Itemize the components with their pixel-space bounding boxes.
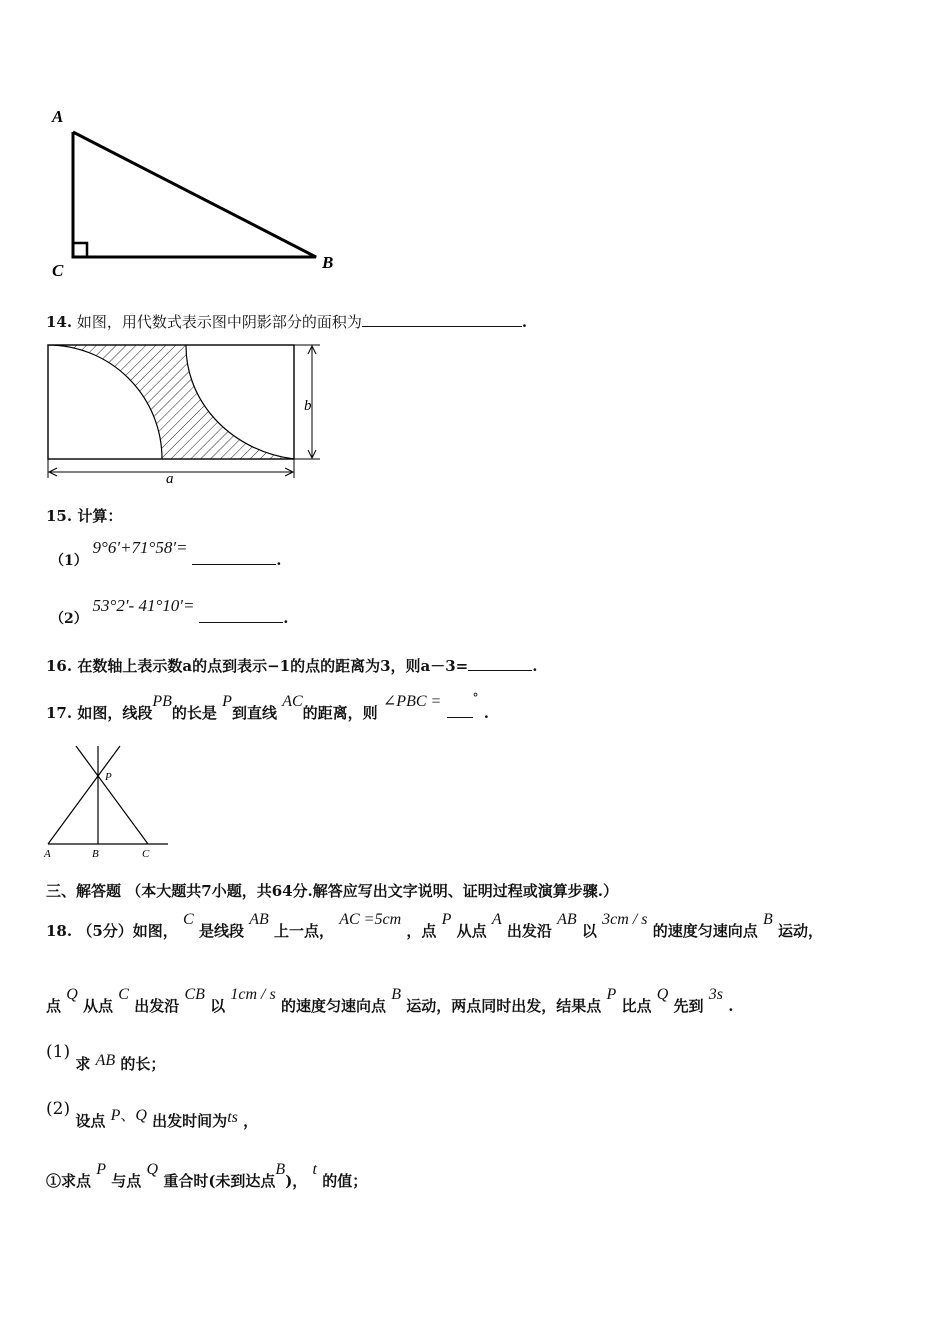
expression: 53°2′- 41°10′= xyxy=(92,596,195,615)
question-18-line-1 xyxy=(46,911,824,941)
question-18-line-2 xyxy=(46,986,734,1016)
math-var: P xyxy=(606,986,617,1003)
text: 到直线 xyxy=(231,704,277,722)
answer-blank[interactable] xyxy=(468,670,532,671)
math-var: C xyxy=(183,911,194,928)
text: 从点 xyxy=(456,922,487,940)
math-var: t xyxy=(312,1161,317,1178)
text: . xyxy=(728,997,734,1015)
question-14 xyxy=(46,311,527,332)
math-var: ts xyxy=(227,1109,238,1126)
text: 以 xyxy=(581,922,597,940)
degree-sign: ° xyxy=(472,691,479,705)
part-label: （2） xyxy=(50,611,88,627)
text: 出发沿 xyxy=(134,997,180,1015)
answer-blank[interactable] xyxy=(362,326,522,327)
text: 、 xyxy=(120,1106,136,1124)
question-15-part-1 xyxy=(50,538,282,569)
text: 求 xyxy=(75,1055,91,1073)
math-var: AB xyxy=(249,911,269,928)
math-var: B xyxy=(391,986,401,1003)
end-mark: . xyxy=(276,551,282,569)
math-var: P xyxy=(96,1161,107,1178)
sub-label: (2) xyxy=(46,1099,71,1119)
sub-label: (1) xyxy=(46,1042,71,1062)
question-number: 14. xyxy=(46,313,73,331)
math-expr: 3s xyxy=(708,986,724,1003)
part-label: （1） xyxy=(50,553,88,569)
math-var: Q xyxy=(656,986,669,1003)
text: ①求点 xyxy=(46,1172,92,1190)
math-var: A xyxy=(491,911,502,928)
text: 先到 xyxy=(673,997,704,1015)
text: 的速度匀速向点 xyxy=(652,922,758,940)
math-var: Q xyxy=(66,986,78,1003)
section-3-header xyxy=(46,880,618,901)
end-mark: . xyxy=(283,609,289,627)
answer-blank[interactable] xyxy=(447,717,473,718)
section-note: （本大题共7小题，共64分.解答应写出文字说明、证明过程或演算步骤.） xyxy=(126,882,619,900)
perpendicular-figure xyxy=(40,740,175,862)
line-through-a xyxy=(48,746,120,844)
text: 比点 xyxy=(621,997,652,1015)
math-var: CB xyxy=(184,986,205,1003)
text: )， xyxy=(285,1172,308,1190)
math-var: P xyxy=(441,911,452,928)
shaded-region xyxy=(48,345,294,459)
text: 如图，线段 xyxy=(77,704,153,722)
math-var: B xyxy=(762,911,773,928)
segment-pb: PB xyxy=(152,693,172,710)
text: ，点 xyxy=(406,922,437,940)
question-number: 18. xyxy=(46,922,73,940)
point-label-p: P xyxy=(105,771,112,783)
math-expr: 1cm / s xyxy=(230,986,276,1003)
angle-pbc: ∠PBC = xyxy=(382,693,442,710)
text: 设点 xyxy=(75,1112,106,1130)
point-label-a: A xyxy=(44,848,51,860)
right-angle-mark xyxy=(73,243,87,257)
text: 以 xyxy=(210,997,226,1015)
text: （5分）如图， xyxy=(77,922,178,940)
text: 的长； xyxy=(120,1055,166,1073)
math-var: Q xyxy=(135,1107,147,1124)
question-number: 17. xyxy=(46,704,73,722)
dimension-label-b: b xyxy=(304,398,312,414)
text: 点 xyxy=(46,997,62,1015)
line-ac: AC xyxy=(282,693,303,710)
point-p: P xyxy=(222,693,232,710)
vertex-label-a: A xyxy=(52,107,64,126)
text: ， xyxy=(243,1112,259,1130)
math-expr: 3cm / s xyxy=(602,911,648,928)
question-15 xyxy=(46,505,122,526)
shaded-area-figure xyxy=(44,338,329,488)
end-mark: . xyxy=(483,704,490,722)
dimension-label-a: a xyxy=(166,471,174,487)
text: 的速度匀速向点 xyxy=(280,997,386,1015)
question-18-sub-2 xyxy=(46,1099,259,1131)
question-text: 如图，用代数式表示图中阴影部分的面积为 xyxy=(76,313,362,331)
section-title: 三、解答题 xyxy=(46,882,122,900)
expression: 9°6′+71°58′= xyxy=(92,538,188,557)
question-title: 计算： xyxy=(77,507,123,525)
text: 的值； xyxy=(322,1172,368,1190)
line-through-c xyxy=(76,746,148,844)
text: 运动， xyxy=(778,922,824,940)
question-15-part-2 xyxy=(50,596,289,627)
text: 重合时(未到达点 xyxy=(163,1172,276,1190)
text: 从点 xyxy=(83,997,114,1015)
question-16 xyxy=(46,655,537,676)
text: 出发沿 xyxy=(506,922,552,940)
text: 上一点， xyxy=(273,922,334,940)
point-label-c: C xyxy=(142,848,150,860)
text: 与点 xyxy=(111,1172,142,1190)
math-var: AB xyxy=(557,911,577,928)
math-var: AB xyxy=(95,1052,116,1069)
question-18-sub-1 xyxy=(46,1042,166,1074)
end-mark: . xyxy=(532,657,538,675)
triangle-figure xyxy=(40,100,360,285)
triangle-outline xyxy=(73,132,316,257)
answer-blank[interactable] xyxy=(192,564,276,565)
math-var: Q xyxy=(146,1161,159,1178)
answer-blank[interactable] xyxy=(199,622,283,623)
question-number: 15. xyxy=(46,507,73,525)
text: 的长是 xyxy=(171,704,217,722)
question-number: 16. xyxy=(46,657,73,675)
vertex-label-b: B xyxy=(322,253,334,272)
point-label-b: B xyxy=(92,848,99,860)
question-18-sub-2-item-1 xyxy=(46,1161,368,1191)
math-var: P xyxy=(110,1107,121,1124)
text: 的距离，则 xyxy=(302,704,378,722)
text: 运动，两点同时出发，结果点 xyxy=(406,997,602,1015)
question-text: 在数轴上表示数a的点到表示−1的点的距离为3，则a－3= xyxy=(77,657,469,675)
question-17 xyxy=(46,691,490,723)
end-mark: . xyxy=(521,313,528,331)
math-expr: AC =5cm xyxy=(339,911,402,928)
vertex-label-c: C xyxy=(52,261,64,280)
math-var: C xyxy=(118,986,129,1003)
math-var: B xyxy=(275,1161,286,1178)
text: 出发时间为 xyxy=(152,1112,228,1130)
text: 是线段 xyxy=(198,922,244,940)
